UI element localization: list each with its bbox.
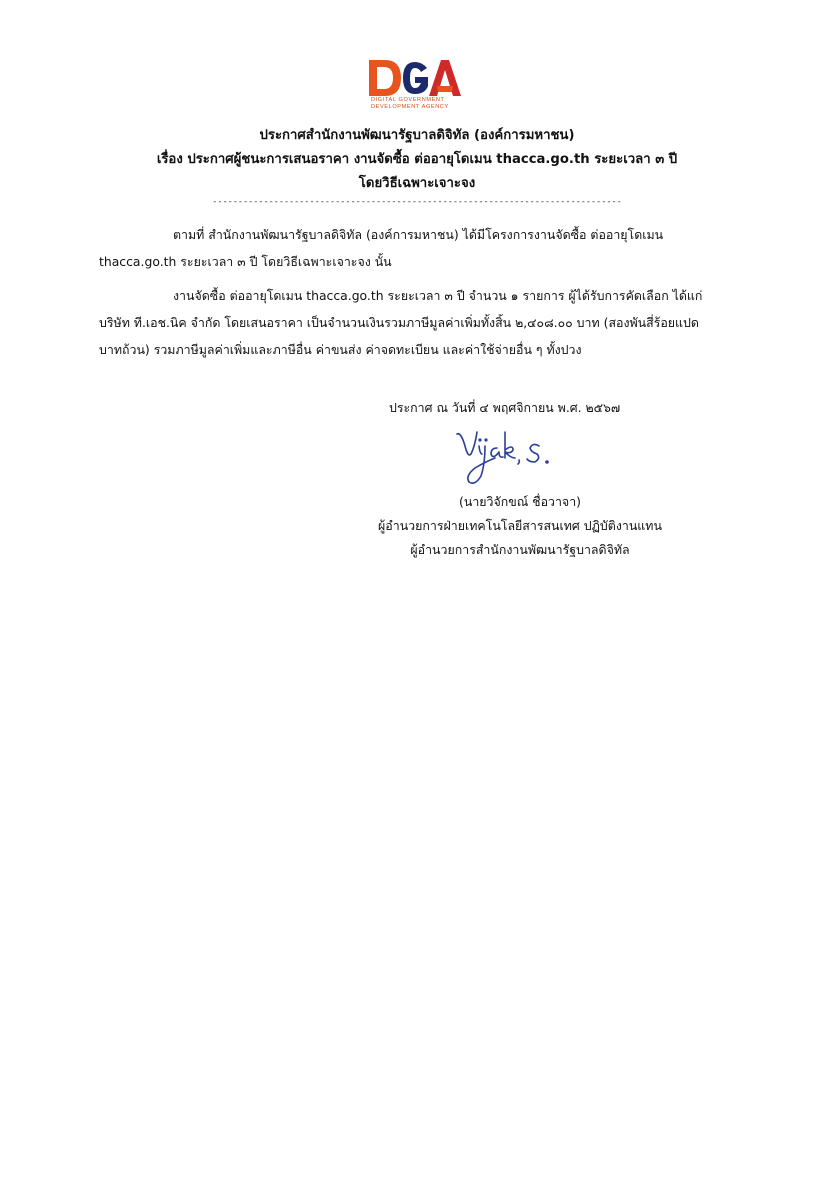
title-line-1: ประกาศสำนักงานพัฒนารัฐบาลดิจิทัล (องค์การมหาชน)	[259, 128, 575, 143]
signer-block	[300, 490, 740, 562]
announcement-date: ประกาศ ณ วันที่ ๔ พฤศจิกายน พ.ศ. ๒๕๖๗	[389, 400, 621, 415]
signer-name: (นายวิจักขณ์ ชื่อวาจา)	[459, 494, 581, 509]
title-line-3: โดยวิธีเฉพาะเจาะจง	[358, 176, 476, 191]
para1-line-1: ตามที่ สำนักงานพัฒนารัฐบาลดิจิทัล (องค์การมหาชน) ได้มีโครงการงานจัดซื้อ ต่ออายุโดเมน	[173, 227, 664, 242]
signer-position-2: ผู้อำนวยการสำนักงานพัฒนารัฐบาลดิจิทัล	[410, 542, 630, 557]
para2-line-3: บาทถ้วน) รวมภาษีมูลค่าเพิ่มและภาษีอื่น ค่าขนส่ง ค่าจดทะเบียน และค่าใช้จ่ายอื่น ๆ ทั้งปวง	[99, 342, 582, 357]
logo-caption	[371, 97, 466, 110]
announcement-title	[60, 124, 774, 196]
signer-position-1: ผู้อำนวยการฝ่ายเทคโนโลยีสารสนเทศ ปฏิบัติงานแทน	[378, 518, 662, 533]
title-separator: --------------------------------------------------------------------------------	[212, 197, 622, 207]
dga-logo-mark	[363, 54, 463, 99]
para2-line-2: บริษัท ที.เอช.นิค จำกัด โดยเสนอราคา เป็นจำนวนเงินรวมภาษีมูลค่าเพิ่มทั้งสิ้น ๒,๔๐๘.๐๐ บาท (สองพันสี่ร้อยแปด	[99, 315, 699, 330]
body-paragraph-1	[99, 221, 779, 275]
logo-caption-line-1: DIGITAL GOVERNMENT	[371, 97, 445, 103]
body-paragraph-2	[99, 282, 779, 363]
para1-line-2: thacca.go.th ระยะเวลา ๓ ปี โดยวิธีเฉพาะเจาะจง นั้น	[99, 254, 392, 269]
title-line-2: เรื่อง ประกาศผู้ชนะการเสนอราคา งานจัดซื้อ ต่ออายุโดเมน thacca.go.th ระยะเวลา ๓ ปี	[156, 152, 678, 167]
handwritten-signature	[455, 424, 585, 494]
para2-line-1: งานจัดซื้อ ต่ออายุโดเมน thacca.go.th ระยะเวลา ๓ ปี จำนวน ๑ รายการ ผู้ได้รับการคัดเลือก ได้แก่	[173, 288, 703, 303]
signature-image	[455, 424, 585, 494]
logo-caption-line-2: DEVELOPMENT AGENCY	[371, 103, 449, 110]
